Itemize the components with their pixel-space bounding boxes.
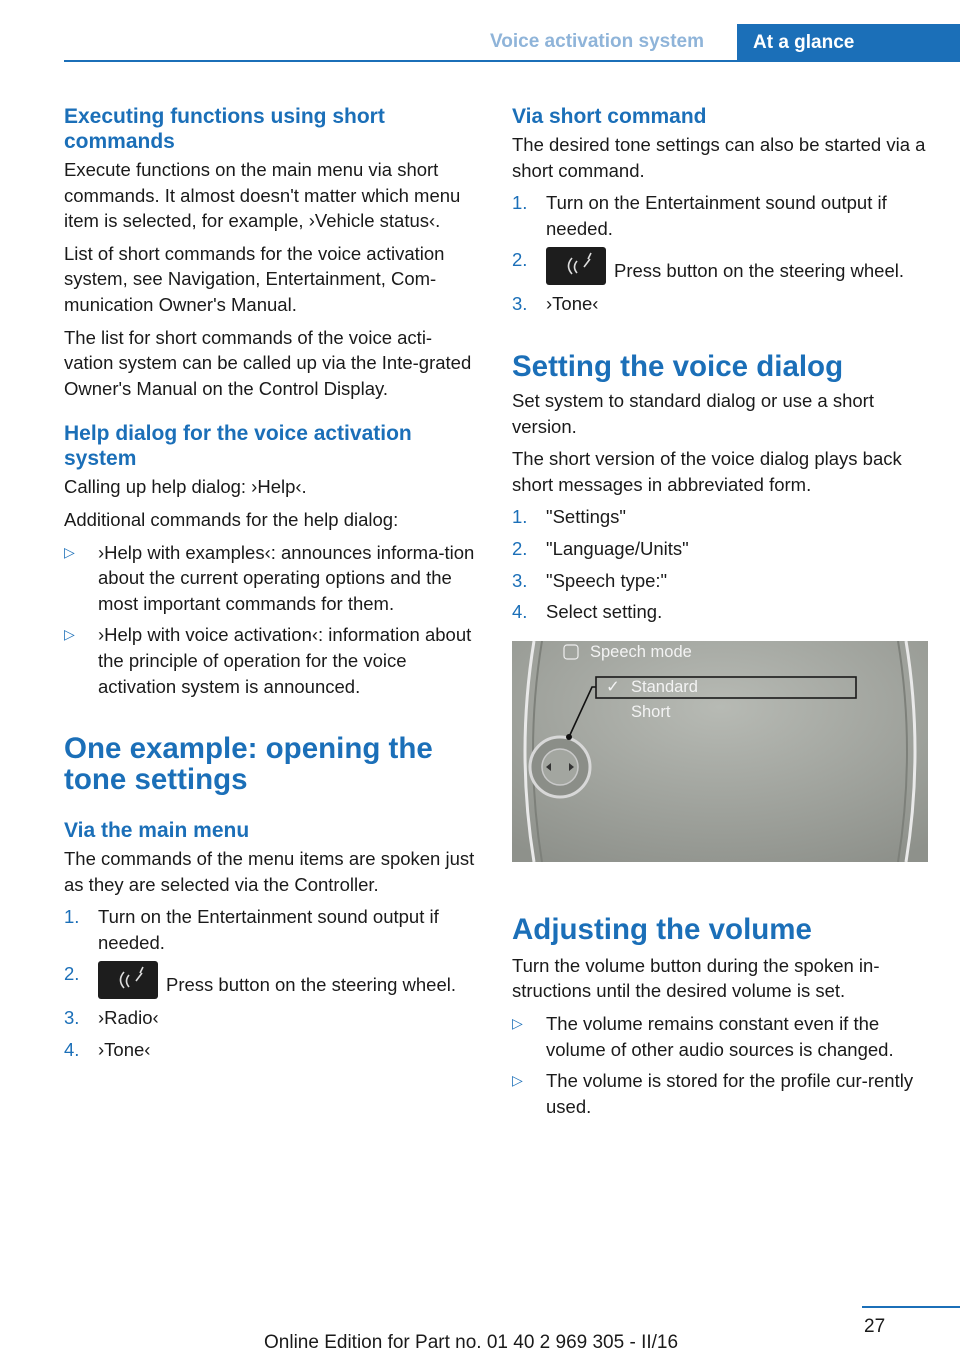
option-standard: Standard: [631, 677, 698, 696]
list-item: 2. Press button on the steering wheel.: [64, 961, 480, 999]
voice-button-icon: [98, 961, 158, 999]
list-item: 1. Turn on the Entertainment sound output if needed.: [512, 192, 887, 239]
page-number: 27: [864, 1316, 886, 1337]
list-item: 1. Turn on the Entertainment sound output if needed.: [64, 906, 439, 953]
paragraph: The commands of the menu items are spoken just as they are selected via the Controller.: [64, 848, 475, 895]
short-command-steps: [512, 190, 928, 317]
triangle-bullet-icon: ▷: [64, 543, 75, 560]
list-item: ▷ The volume is stored for the profile cur‐rently used.: [512, 1070, 914, 1117]
paragraph: Set system to standard dialog or use a short version.: [512, 389, 874, 437]
voice-button-icon: [546, 247, 606, 285]
paragraph: The list for short commands of the voice acti‐vation system can be called up via the Inte‐grated Owner's Manual on the Control Display.: [64, 326, 472, 399]
help-bullet-list: [64, 540, 480, 700]
option-short: Short: [631, 702, 671, 721]
list-item: 2. "Language/Units": [512, 537, 689, 559]
list-item: ▷ ›Help with examples‹: announces informa‐tion about the current operating options and the most important commands for them.: [64, 541, 475, 614]
triangle-bullet-icon: ▷: [64, 626, 75, 643]
main-menu-steps: [64, 904, 480, 1062]
heading-short-commands: Executing functions using short commands: [64, 105, 385, 153]
heading-short-command: Via short command: [512, 105, 707, 128]
list-item: 4. Select setting.: [512, 601, 663, 623]
paragraph: The desired tone settings can also be started via a short command.: [512, 134, 926, 181]
paragraph: Additional commands for the help dialog:: [64, 508, 399, 530]
list-item: 1. "Settings": [512, 506, 626, 528]
header-rule: [64, 60, 960, 62]
list-item: ▷ ›Help with voice activation‹: information about the principle of operation for the voice activation system is announced.: [64, 624, 472, 697]
list-item: ▷ The volume remains constant even if the volume of other audio sources is changed.: [512, 1012, 894, 1060]
list-item: 3. "Speech type:": [512, 569, 668, 591]
paragraph: List of short commands for the voice activation system, see Navigation, Entertainment, Com‐munication Owner's Manual.: [64, 242, 445, 315]
list-item: 3. ›Radio‹: [64, 1007, 159, 1029]
left-column: [64, 104, 480, 1069]
list-item: 4. ›Tone‹: [64, 1039, 151, 1061]
header-section-title: Voice activation system: [490, 31, 705, 52]
heading-main-menu: Via the main menu: [64, 819, 250, 843]
footer-edition: Online Edition for Part no. 01 40 2 969 305 - II/16: [264, 1332, 679, 1353]
control-display-graphic: [512, 641, 928, 862]
dialog-steps: [512, 504, 928, 624]
triangle-bullet-icon: ▷: [512, 1072, 523, 1089]
triangle-bullet-icon: ▷: [512, 1014, 523, 1031]
paragraph: The short version of the voice dialog plays back short messages in abbreviated form.: [512, 448, 902, 495]
footer-rule: [862, 1306, 960, 1308]
header-tab: At a glance: [737, 24, 960, 62]
paragraph: Turn the volume button during the spoken in‐structions until the desired volume is set.: [512, 954, 880, 1002]
heading-voice-dialog: Setting the voice dialog: [512, 349, 844, 383]
screen-title: Speech mode: [590, 642, 692, 661]
paragraph: Calling up help dialog: ›Help‹.: [64, 476, 307, 498]
check-icon: ✓: [606, 677, 620, 696]
volume-bullet-list: [512, 1011, 928, 1119]
speech-mode-screen-image: [512, 641, 928, 862]
heading-volume: Adjusting the volume: [512, 912, 812, 946]
heading-tone-example: One example: opening the tone settings: [64, 732, 433, 797]
list-item: 3. ›Tone‹: [512, 293, 599, 315]
list-item: 2. Press button on the steering wheel.: [512, 247, 928, 285]
paragraph: Execute functions on the main menu via short commands. It almost doesn't matter which menu item is selected, for example, ›Vehicle status‹.: [64, 159, 461, 232]
right-column: [512, 104, 928, 1125]
heading-help-dialog: Help dialog for the voice activation system: [64, 422, 412, 471]
